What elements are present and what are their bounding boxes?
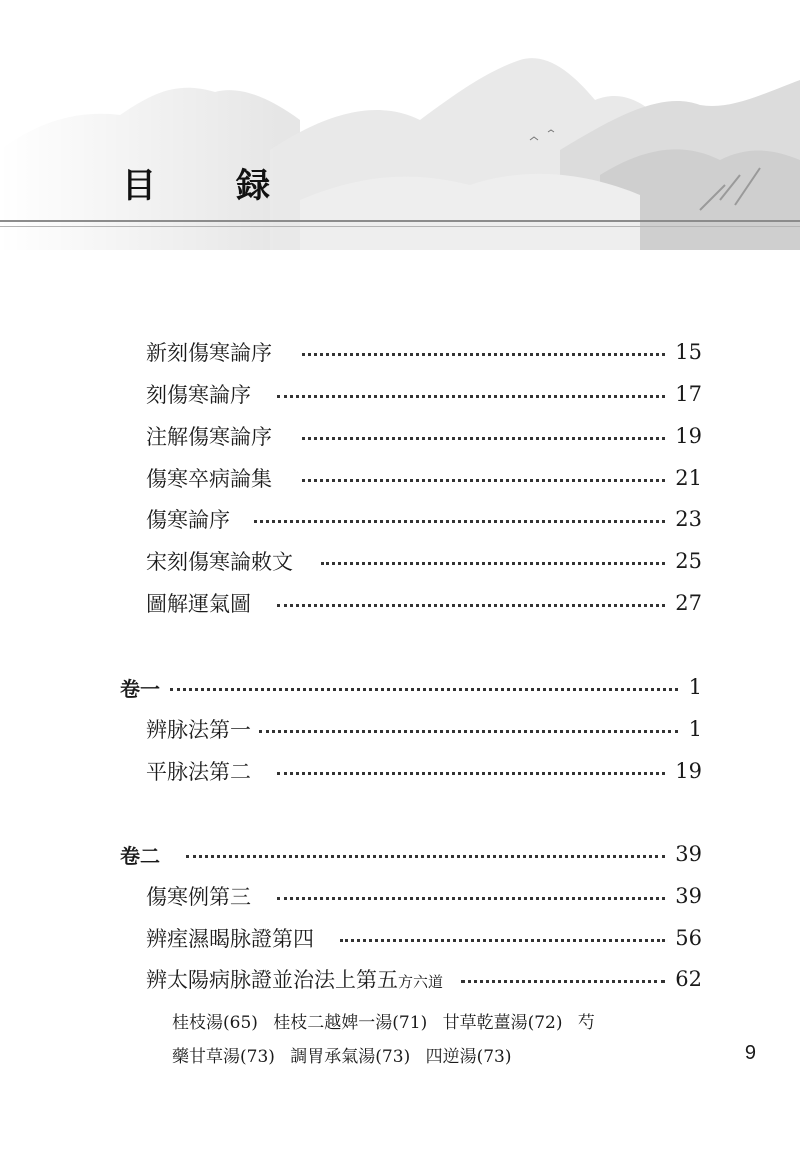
- dot-leader: [340, 939, 665, 942]
- toc-entry-title-text: 辨太陽病脉證並治法上第五: [146, 968, 398, 992]
- dot-leader: [170, 688, 678, 691]
- toc-entry: [146, 586, 702, 620]
- dot-leader: [321, 562, 665, 565]
- toc-entry-title: [146, 964, 443, 994]
- toc-entry-title: 平脉法第二: [146, 760, 251, 784]
- toc-entry: [146, 962, 702, 996]
- toc-entry-page: 25: [675, 549, 702, 573]
- toc-entry-page: 62: [675, 967, 702, 991]
- toc-entry: [146, 712, 702, 746]
- dot-leader: [254, 520, 665, 523]
- toc-entry-title: 辨脉法第一: [146, 718, 251, 742]
- dot-leader: [277, 604, 665, 607]
- toc-entry: [146, 544, 702, 578]
- dot-leader: [277, 395, 665, 398]
- toc-entry-title: 辨痓濕暍脉證第四: [146, 927, 314, 951]
- toc-volume-heading: [120, 837, 702, 871]
- dot-leader: [302, 353, 665, 356]
- toc-entry-title: 刻傷寒論序: [146, 383, 251, 407]
- title-char-mu: 目: [122, 166, 156, 206]
- title-char-lu: 録: [236, 166, 270, 206]
- toc-entry-note: 方六道: [398, 973, 444, 991]
- toc-volume-title: 卷一: [120, 676, 160, 701]
- toc-entry-title: 注解傷寒論序: [146, 425, 272, 449]
- dot-leader: [259, 730, 678, 733]
- toc-entry-page: 19: [675, 759, 702, 783]
- formula-list-line: 藥甘草湯(73) 調胃承氣湯(73) 四逆湯(73): [172, 1047, 512, 1067]
- toc-entry-page: 17: [675, 382, 702, 406]
- formula-list-line: 桂枝湯(65) 桂枝二越婢一湯(71) 甘草乾薑湯(72) 芍: [172, 1013, 595, 1033]
- toc-entry-page: 23: [675, 507, 702, 531]
- dot-leader: [302, 437, 665, 440]
- dot-leader: [277, 897, 665, 900]
- page-number: 9: [744, 1042, 756, 1064]
- toc-volume-heading: [120, 670, 702, 704]
- toc-entry-page: 15: [675, 340, 702, 364]
- toc-entry-page: 19: [675, 424, 702, 448]
- toc-entry: [146, 754, 702, 788]
- dot-leader: [186, 855, 665, 858]
- toc-entry-page: 39: [675, 884, 702, 908]
- toc-volume-page: 39: [675, 842, 702, 866]
- toc-volume-title: 卷二: [120, 843, 160, 868]
- toc-entry-title: 傷寒卒病論集: [146, 467, 272, 491]
- dot-leader: [302, 479, 665, 482]
- toc-entry: [146, 879, 702, 913]
- toc-entry: [146, 419, 702, 453]
- toc-entry: [146, 921, 702, 955]
- toc-entry-title: 傷寒例第三: [146, 885, 251, 909]
- toc-entry-title: 宋刻傷寒論敕文: [146, 550, 293, 574]
- toc-entry-page: 21: [675, 466, 702, 490]
- toc-entry-page: 1: [688, 717, 702, 741]
- toc-entry: [146, 461, 702, 495]
- toc-entry: [146, 335, 702, 369]
- dot-leader: [277, 772, 665, 775]
- toc-entry-page: 27: [675, 591, 702, 615]
- dot-leader: [461, 980, 665, 983]
- toc-volume-page: 1: [688, 675, 702, 699]
- toc-entry-title: 圖解運氣圖: [146, 592, 251, 616]
- toc-entry: [146, 502, 702, 536]
- toc-entry-page: 56: [675, 926, 702, 950]
- toc-entry-title: 傷寒論序: [146, 508, 230, 532]
- toc-entry: [146, 377, 702, 411]
- toc-entry-title: 新刻傷寒論序: [146, 341, 272, 365]
